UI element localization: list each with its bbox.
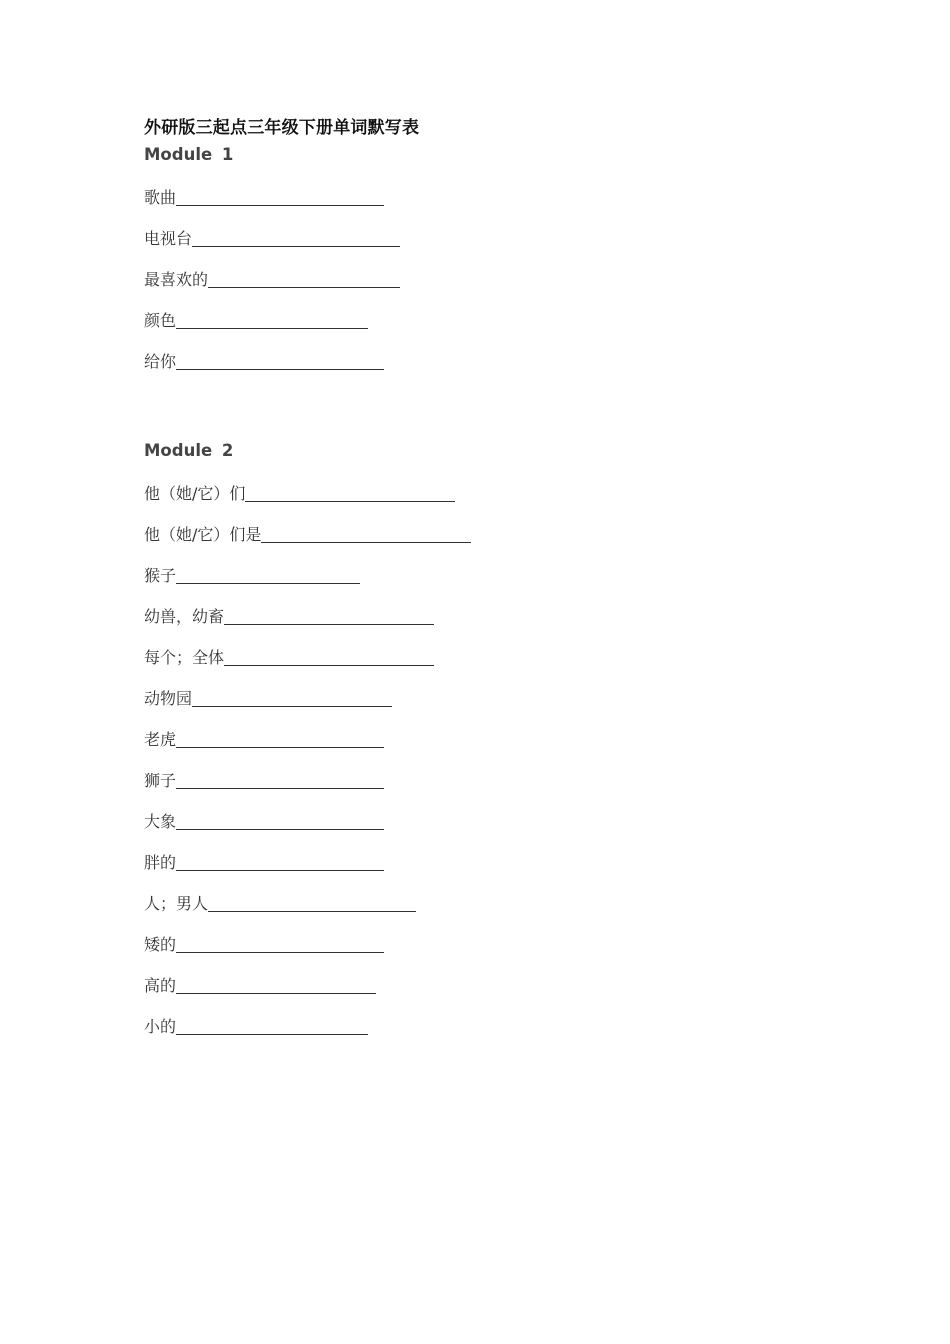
- word-label: 老虎: [144, 730, 177, 749]
- answer-blank: [176, 351, 384, 370]
- module-1-word-list: [144, 187, 400, 392]
- list-item: [144, 606, 471, 647]
- word-label: 动物园: [144, 689, 193, 708]
- answer-blank: [208, 269, 400, 288]
- word-label: 每个；全体: [144, 648, 225, 667]
- word-label: 小的: [144, 1017, 177, 1036]
- answer-blank: [192, 228, 400, 247]
- list-item: [144, 688, 471, 729]
- list-item: [144, 565, 471, 606]
- list-item: [144, 811, 471, 852]
- list-item: [144, 269, 400, 310]
- answer-blank: [176, 811, 384, 830]
- list-item: [144, 483, 471, 524]
- answer-blank: [176, 1016, 368, 1035]
- list-item: [144, 524, 471, 565]
- answer-blank: [176, 565, 360, 584]
- module-1-heading: Module 1: [144, 145, 234, 164]
- answer-blank: [176, 770, 384, 789]
- list-item: [144, 310, 400, 351]
- list-item: [144, 647, 471, 688]
- word-label: 最喜欢的: [144, 270, 209, 289]
- word-label: 他（她/它）们: [144, 484, 246, 503]
- word-label: 幼兽，幼畜: [144, 607, 225, 626]
- word-label: 人；男人: [144, 894, 209, 913]
- list-item: [144, 729, 471, 770]
- list-item: [144, 770, 471, 811]
- answer-blank: [176, 934, 384, 953]
- word-label: 电视台: [144, 229, 193, 248]
- list-item: [144, 187, 400, 228]
- word-label: 大象: [144, 812, 177, 831]
- word-label: 高的: [144, 976, 177, 995]
- list-item: [144, 852, 471, 893]
- answer-blank: [224, 606, 434, 625]
- word-label: 给你: [144, 352, 177, 371]
- answer-blank: [245, 483, 455, 502]
- answer-blank: [224, 647, 434, 666]
- answer-blank: [176, 975, 376, 994]
- list-item: [144, 975, 471, 1016]
- list-item: [144, 1016, 471, 1057]
- list-item: [144, 351, 400, 392]
- answer-blank: [208, 893, 416, 912]
- answer-blank: [176, 852, 384, 871]
- list-item: [144, 893, 471, 934]
- module-2-word-list: [144, 483, 471, 1057]
- module-2-heading: Module 2: [144, 441, 234, 460]
- answer-blank: [261, 524, 471, 543]
- answer-blank: [176, 729, 384, 748]
- word-label: 颜色: [144, 311, 177, 330]
- word-label: 他（她/它）们是: [144, 525, 262, 544]
- list-item: [144, 934, 471, 975]
- answer-blank: [176, 310, 368, 329]
- answer-blank: [176, 187, 384, 206]
- list-item: [144, 228, 400, 269]
- word-label: 狮子: [144, 771, 177, 790]
- answer-blank: [192, 688, 392, 707]
- word-label: 矮的: [144, 935, 177, 954]
- document-title: 外研版三起点三年级下册单词默写表: [144, 118, 420, 138]
- word-label: 猴子: [144, 566, 177, 585]
- word-label: 歌曲: [144, 188, 177, 207]
- word-label: 胖的: [144, 853, 177, 872]
